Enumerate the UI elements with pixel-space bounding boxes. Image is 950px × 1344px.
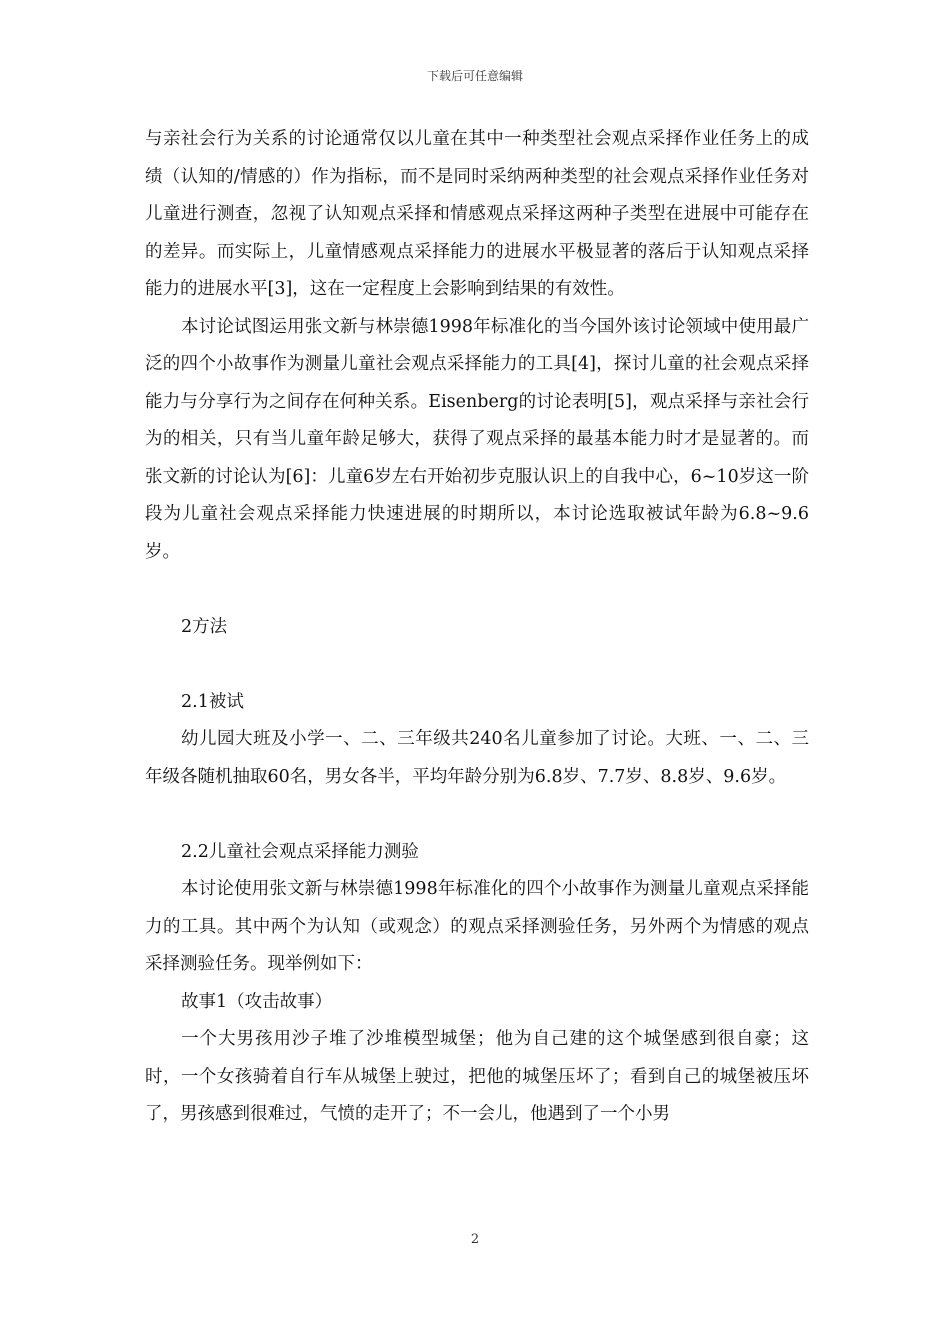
- subsection-heading-subjects: 2.1被试: [181, 691, 244, 712]
- spacer: [145, 796, 809, 834]
- paragraph-intro-continued: 与亲社会行为关系的讨论通常仅以儿童在其中一种类型社会观点采择作业任务上的成绩（认知的/情感的）作为指标，而不是同时采纳两种类型的社会观点采择作业任务对儿童进行测查，忽视了认知观点采择和情感观点采择这两种子类型在进展中可能存在的差异。而实际上，儿童情感观点采择能力的进展水平极显著的落后于认知观点采择能力的进展水平[3]，这在一定程度上会影响到结果的有效性。: [145, 129, 809, 299]
- subsection-heading-test: 2.2儿童社会观点采择能力测验: [181, 841, 419, 862]
- paragraph-test: 本讨论使用张文新与林崇德1998年标准化的四个小故事作为测量儿童观点采择能力的工具。其中两个为认知（或观念）的观点采择测验任务，另外两个为情感的观点采择测验任务。现举例如下：: [145, 879, 809, 974]
- spacer: [145, 571, 809, 609]
- paragraph-study-purpose: 本讨论试图运用张文新与林崇德1998年标准化的当今国外该讨论领域中使用最广泛的四个小故事作为测量儿童社会观点采择能力的工具[4]，探讨儿童的社会观点采择能力与分享行为之间存在何种关系。Eisenberg的讨论表明[5]，观点采择与亲社会行为的相关，只有当儿童年龄足够大，获得了观点采择的最基本能力时才是显著的。而张文新的讨论认为[6]：儿童6岁左右开始初步克服认识上的自我中心，6~10岁这一阶段为儿童社会观点采择能力快速进展的时期所以，本讨论选取被试年龄为6.8~9.6岁。: [145, 316, 809, 562]
- paragraph-story: 一个大男孩用沙子堆了沙堆模型城堡；他为自己建的这个城堡感到很自豪；这时，一个女孩骑着自行车从城堡上驶过，把他的城堡压坏了；看到自己的城堡被压坏了，男孩感到很难过，气愤的走开了；不一会儿，他遇到了一个小男: [145, 1029, 809, 1124]
- section-heading-method: 2方法: [181, 616, 228, 637]
- page-header: 下载后可任意编辑: [426, 69, 523, 83]
- document-body: [145, 121, 809, 1134]
- spacer: [145, 646, 809, 684]
- story-title: 故事1（攻击故事）: [181, 991, 333, 1012]
- paragraph-subjects: 幼儿园大班及小学一、二、三年级共240名儿童参加了讨论。大班、一、二、三年级各随机抽取60名，男女各半，平均年龄分别为6.8岁、7.7岁、8.8岁、9.6岁。: [145, 729, 809, 787]
- page-number: 2: [470, 1232, 480, 1247]
